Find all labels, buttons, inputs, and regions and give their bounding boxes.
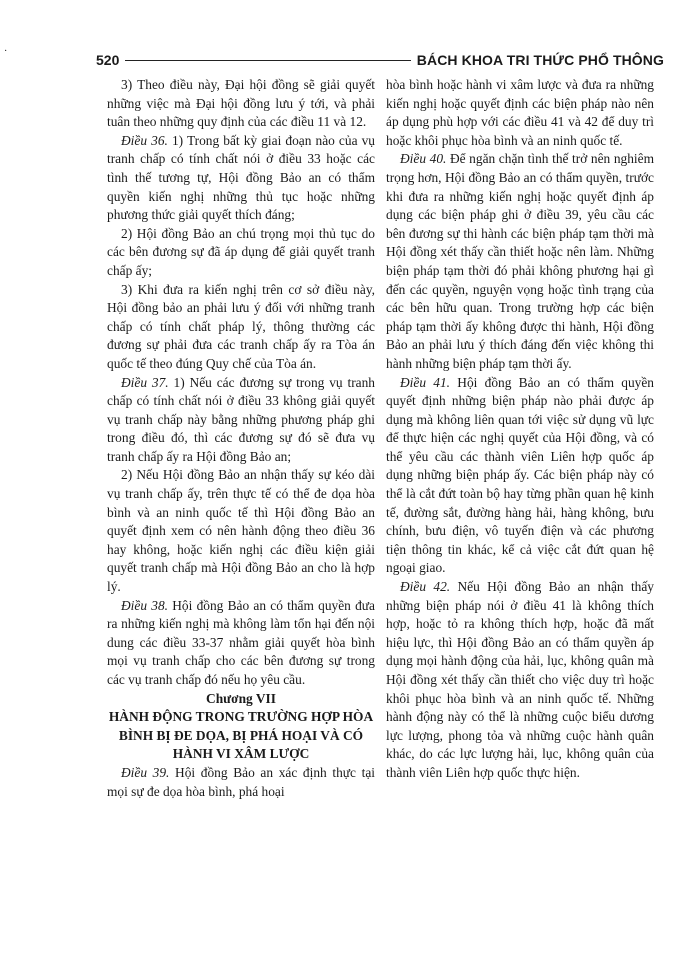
article-paragraph [386,578,654,783]
running-title: BÁCH KHOA TRI THỨC PHỔ THÔNG [416,52,664,68]
article-paragraph [107,764,375,801]
article-label: Điều 42. [400,579,451,595]
article-paragraph [386,374,654,579]
body-paragraph: hòa bình hoặc hành vi xâm lược và đưa ra những kiến nghị hoặc quyết định các biện pháp nào nên áp dụng phù hợp với các điều 41 và 42 để duy trì hoặc khôi phục hòa bình và an ninh quốc tế. [386,77,654,148]
page-number: 520 [96,52,120,68]
chapter-heading: Chương VII [206,690,276,706]
article-text: 1) Nếu các đương sự trong vụ tranh chấp có tính chất nói ở điều 33 không giải quyết vụ tranh chấp này bằng những phương pháp ghi trong điều đó, thì các đương sự đó sẽ đưa vụ tranh chấp ấy ra Hội đồng Bảo an; [107,374,376,464]
article-label: Điều 41. [400,374,451,390]
left-column [107,76,375,801]
body-paragraph: 3) Theo điều này, Đại hội đồng sẽ giải quyết những việc mà Đại hội đồng lưu ý tới, và phải tuân theo những quy định của các điều 11 và 12. [107,77,375,130]
article-paragraph [107,374,375,467]
article-label: Điều 40. [400,151,447,167]
article-text: Nếu Hội đồng Bảo an nhận thấy những biện pháp nói ở điều 41 là không thích hợp, hoặc tỏ ra không thích hợp, hoặc đã mất hiệu lực, thì Hội đồng Bảo an có thẩm quyền áp dụng mọi hành động của hải, lục, không quân mà Hội đồng xét thấy cần thiết cho việc duy trì hoặc khôi phục hòa bình và an ninh quốc tế. Những hành động này có thể là những cuộc biểu dương lực lượng, phong tỏa và những cuộc hành quân khác, do các lực lượng hải, lục, không quân của thành viên Liên hợp quốc thực hiện. [386,579,655,780]
running-header [96,50,664,70]
chapter-title: HÀNH ĐỘNG TRONG TRƯỜNG HỢP HÒA BÌNH BỊ ĐE DỌA, BỊ PHÁ HOẠI VÀ CÓ HÀNH VI XÂM LƯỢC [108,709,374,762]
article-text: Hội đồng Bảo an có thẩm quyền quyết định những biện pháp nào phải được áp dụng mà không liên quan tới việc sử dụng vũ lực để thực hiện các nghị quyết của Hội đồng, và có thể yêu cầu các thành viên Liên hợp quốc áp dụng những biện pháp ấy. Các biện pháp này có thể là cắt đứt toàn bộ hay từng phần quan hệ kinh tế, đường sắt, đường hàng hải, hàng không, bưu chính, bưu điện, vô tuyến điện và các phương tiện thông tin khác, kể cả việc cắt đứt quan hệ ngoại giao. [386,374,654,576]
article-label: Điều 39. [121,764,170,780]
header-rule [125,60,410,61]
article-paragraph [386,150,654,373]
article-label: Điều 38. [121,597,169,613]
article-label: Điều 36. [121,132,168,148]
body-paragraph: 2) Hội đồng Bảo an chú trọng mọi thủ tục do các bên đương sự đã áp dụng để giải quyết tranh chấp ấy; [107,225,375,278]
margin-mark: · [4,46,8,57]
body-paragraph: 3) Khi đưa ra kiến nghị trên cơ sở điều này, Hội đồng bảo an phải lưu ý đối với những tranh chấp có tính chất pháp lý, thông thường các đương sự phải đưa các tranh chấp ấy ra Tòa án quốc tế theo đúng Quy chế của Tòa án. [107,281,375,371]
article-paragraph [107,597,375,690]
article-text: Hội đồng Bảo an xác định thực tại mọi sự đe dọa hòa bình, phá hoại [107,764,376,799]
article-label: Điều 37. [121,374,169,390]
article-text: Để ngăn chặn tình thế trở nên nghiêm trọng hơn, Hội đồng Bảo an có thẩm quyền, trước khi đưa ra những kiến nghị hoặc quyết định áp dụng các biện pháp ghi ở điều 39, yêu cầu các bên đương sự thi hành các biện pháp tạm thời mà Hội đồng xét thấy cần thiết hoặc nên làm. Những biện pháp tạm thời đó phải không phương hại gì đến các quyền, nguyện vọng hoặc tình trạng của các bên hữu quan. Trong trường hợp các biện pháp tạm thời ấy không được thi hành, Hội đồng Bảo an phải lưu ý thích đáng đến việc không thi hành những biện pháp tạm thời ấy. [386,151,654,371]
article-text: Hội đồng Bảo an có thẩm quyền đưa ra những kiến nghị mà không làm tổn hại đến nội dung các điều 33-37 nhằm giải quyết hòa bình mọi vụ tranh chấp cho các bên đương sự trong các vụ tranh chấp đó nếu họ yêu cầu. [107,597,375,687]
body-paragraph: 2) Nếu Hội đồng Bảo an nhận thấy sự kéo dài vụ tranh chấp ấy, trên thực tế có thể đe dọa hòa bình và an ninh quốc tế thì Hội đồng Bảo an quyết định xem có nên hành động theo điều 36 hay không, hoặc kiến nghị các điều kiện giải quyết tranh chấp mà Hội đồng Bảo an cho là hợp lý. [107,467,375,595]
article-paragraph [107,132,375,225]
article-text: 1) Trong bất kỳ giai đoạn nào của vụ tranh chấp có tính chất nói ở điều 33 hoặc các tình thế tương tự, Hội đồng Bảo an có thẩm quyền kiến nghị những thủ tục hoặc những phương thức giải quyết thích đáng; [107,132,375,223]
right-column [386,76,654,783]
